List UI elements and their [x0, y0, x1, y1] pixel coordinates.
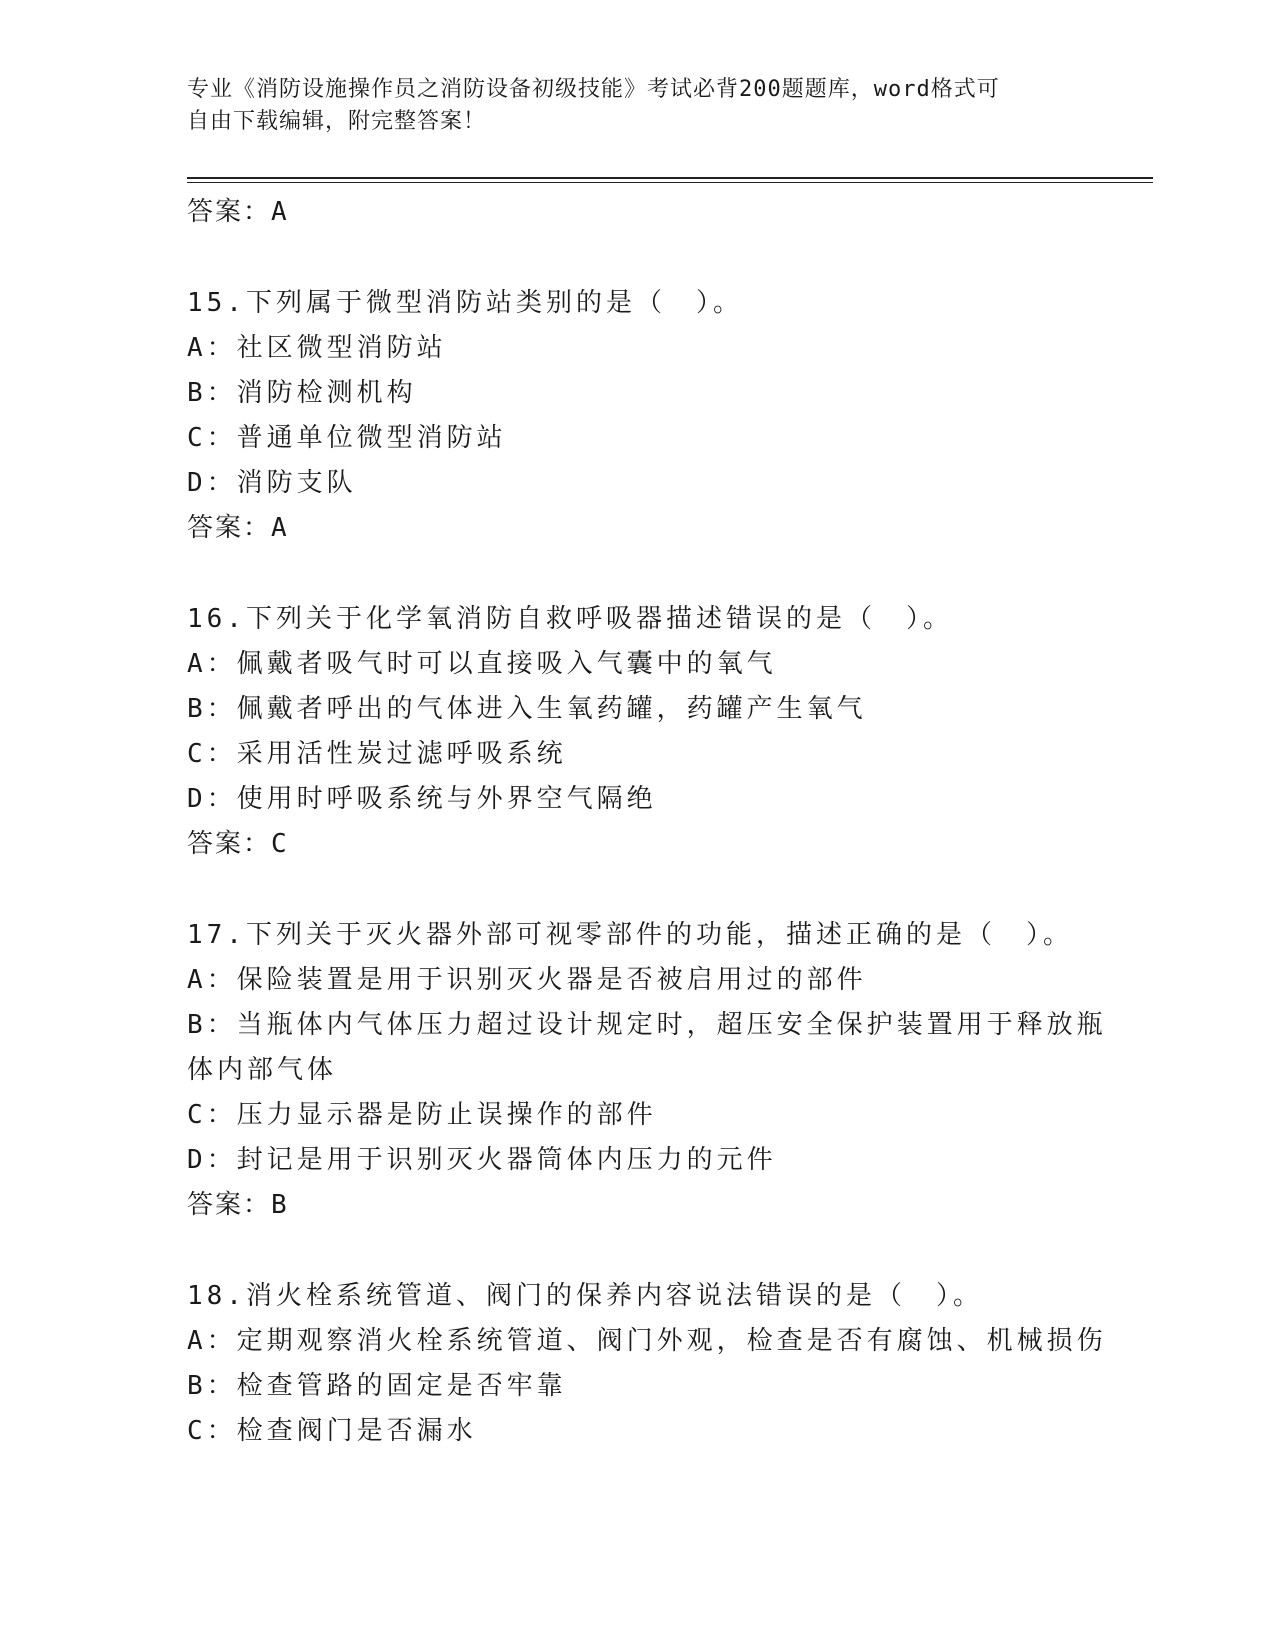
- question-stem: 15.下列属于微型消防站类别的是（ ）。: [187, 288, 743, 318]
- option-a: A：定期观察消火栓系统管道、阀门外观，检查是否有腐蚀、机械损伤: [187, 1326, 1107, 1356]
- question-stem: 16.下列关于化学氧消防自救呼吸器描述错误的是（ ）。: [187, 604, 953, 634]
- option-a: A：保险装置是用于识别灭火器是否被启用过的部件: [187, 965, 867, 995]
- question-list: [187, 190, 1107, 1454]
- header-line-2: 自由下载编辑，附完整答案！: [187, 109, 487, 134]
- question-stem: 17.下列关于灭火器外部可视零部件的功能，描述正确的是（ ）。: [187, 920, 1073, 950]
- option-c: C：普通单位微型消防站: [187, 423, 507, 453]
- option-c: C：压力显示器是防止误操作的部件: [187, 1100, 657, 1130]
- answer-line: 答案：A: [187, 513, 289, 543]
- answer-line: 答案：C: [187, 829, 289, 859]
- question-block: [187, 913, 1107, 1228]
- document-header: [187, 74, 1067, 138]
- header-divider-thin: [187, 182, 1153, 183]
- option-d: D：消防支队: [187, 468, 357, 498]
- spacer: [187, 235, 1087, 281]
- question-block: [187, 1274, 1107, 1454]
- question-block: [187, 597, 1087, 867]
- question-stem: 18.消火栓系统管道、阀门的保养内容说法错误的是（ ）。: [187, 1281, 983, 1311]
- option-b: B：检查管路的固定是否牢靠: [187, 1371, 567, 1401]
- question-block: [187, 281, 1087, 551]
- option-b-continued: 体内部气体: [187, 1055, 338, 1085]
- option-b: B：佩戴者呼出的气体进入生氧药罐，药罐产生氧气: [187, 694, 867, 724]
- header-line-1: 专业《消防设施操作员之消防设备初级技能》考试必背200题题库，word格式可: [187, 77, 1000, 102]
- option-a: A：佩戴者吸气时可以直接吸入气囊中的氧气: [187, 649, 777, 679]
- answer-line: 答案：A: [187, 197, 289, 227]
- header-divider-thick: [187, 177, 1153, 179]
- option-b: B：当瓶体内气体压力超过设计规定时，超压安全保护装置用于释放瓶: [187, 1010, 1107, 1040]
- option-d: D：封记是用于识别灭火器筒体内压力的元件: [187, 1145, 777, 1175]
- answer-line: 答案：B: [187, 1190, 289, 1220]
- option-c: C：检查阀门是否漏水: [187, 1416, 477, 1446]
- spacer: [187, 551, 1087, 597]
- spacer: [187, 1228, 1087, 1274]
- option-d: D：使用时呼吸系统与外界空气隔绝: [187, 784, 657, 814]
- spacer: [187, 867, 1087, 913]
- option-b: B：消防检测机构: [187, 378, 417, 408]
- option-a: A：社区微型消防站: [187, 333, 447, 363]
- option-c: C：采用活性炭过滤呼吸系统: [187, 739, 567, 769]
